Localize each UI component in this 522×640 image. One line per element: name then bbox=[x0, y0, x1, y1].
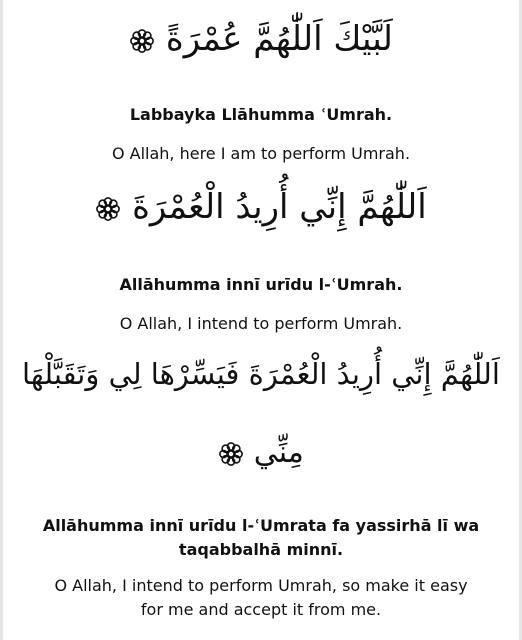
dua-1-arabic: لَبَّيْكَ اَللّٰهُمَّ عُمْرَةً bbox=[165, 19, 393, 59]
dua-2-translation: O Allah, I intend to perform Umrah. bbox=[119, 314, 403, 333]
flower-ornament-icon bbox=[129, 28, 155, 54]
dua-3-arabic-line-1: اَللّٰهُمَّ إِنِّي أُرِيدُ الْعُمْرَةَ فَيَسِّرْهَا لِي وَتَقَبَّلْهَا bbox=[22, 357, 500, 391]
dua-3-translation-line-2: for me and accept it from me. bbox=[140, 600, 382, 619]
dua-1-transliteration: Labbayka Llāhumma ʿUmrah. bbox=[129, 105, 393, 124]
dua-3-translation-line-1: O Allah, I intend to perform Umrah, so make it easy bbox=[54, 576, 468, 595]
dua-3-transliteration-line-1: Allāhumma innī urīdu l-ʿUmrata fa yassirhā lī wa bbox=[42, 516, 480, 535]
dua-3-arabic-line-2: مِنِّي bbox=[253, 435, 304, 470]
dua-2-transliteration: Allāhumma innī urīdu l-ʿUmrah. bbox=[119, 275, 403, 294]
dua-1-arabic-line bbox=[0, 18, 522, 61]
dua-3-arabic-line-2-wrap bbox=[0, 434, 522, 472]
dua-3-transliteration-line-2: taqabbalhā minnī. bbox=[178, 540, 344, 559]
dua-2-arabic: اَللّٰهُمَّ إِنِّي أُرِيدُ الْعُمْرَةَ bbox=[132, 187, 427, 227]
dua-2-arabic-line bbox=[0, 186, 522, 229]
flower-ornament-icon bbox=[218, 441, 244, 467]
dua-1-translation: O Allah, here I am to perform Umrah. bbox=[111, 144, 411, 163]
flower-ornament-icon bbox=[95, 196, 121, 222]
